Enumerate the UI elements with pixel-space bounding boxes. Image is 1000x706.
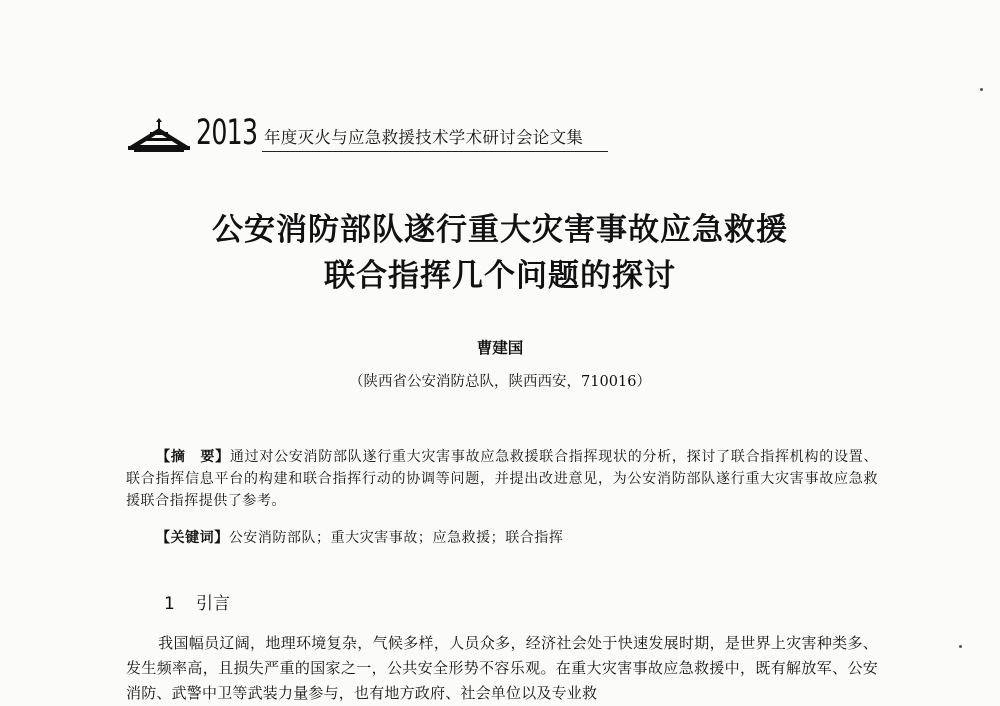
section-number: 1 bbox=[164, 594, 175, 614]
keywords-text: 公安消防部队；重大灾害事故；应急救援；联合指挥 bbox=[228, 530, 564, 546]
series-title: 年度灭火与应急救援技术学术研讨会论文集 bbox=[264, 128, 584, 147]
section-title: 引言 bbox=[196, 594, 230, 614]
keywords-label: 【关键词】 bbox=[156, 530, 229, 546]
abstract-text: 通过对公安消防部队遂行重大灾害事故应急救援联合指挥现状的分析，探讨了联合指挥机构的设置、联合指挥信息平台的构建和联合指挥行动的协调等问题，并提出改进意见，为公安消防部队遂行重大灾害事故应急救援联合指挥提供了参考。 bbox=[126, 449, 878, 509]
conference-logo-icon bbox=[126, 118, 192, 154]
scan-artifact bbox=[959, 645, 962, 648]
section-heading bbox=[164, 593, 230, 615]
paper-title-line-1: 公安消防部队遂行重大灾害事故应急救援 bbox=[212, 212, 788, 248]
author-affiliation: （陕西省公安消防总队，陕西西安，710016） bbox=[349, 374, 651, 390]
section-body-paragraph bbox=[126, 631, 878, 706]
section-body-text: 我国幅员辽阔，地理环境复杂，气候多样，人员众多，经济社会处于快速发展时期，是世界上灾害种类多、发生频率高，且损失严重的国家之一，公共安全形势不容乐观。在重大灾害事故应急救援中，既有解放军、公安消防、武警中卫等武装力量参与，也有地方政府、社会单位以及专业救 bbox=[126, 634, 878, 702]
scan-artifact bbox=[980, 88, 983, 91]
keywords-line bbox=[156, 527, 563, 549]
abstract-paragraph bbox=[126, 446, 878, 512]
author-name: 曹建国 bbox=[476, 338, 524, 357]
paper-title-line-2: 联合指挥几个问题的探讨 bbox=[324, 258, 676, 294]
abstract-label: 【摘 要】 bbox=[156, 449, 230, 465]
header-underline bbox=[262, 151, 608, 152]
header-year: 2013 bbox=[196, 113, 258, 153]
